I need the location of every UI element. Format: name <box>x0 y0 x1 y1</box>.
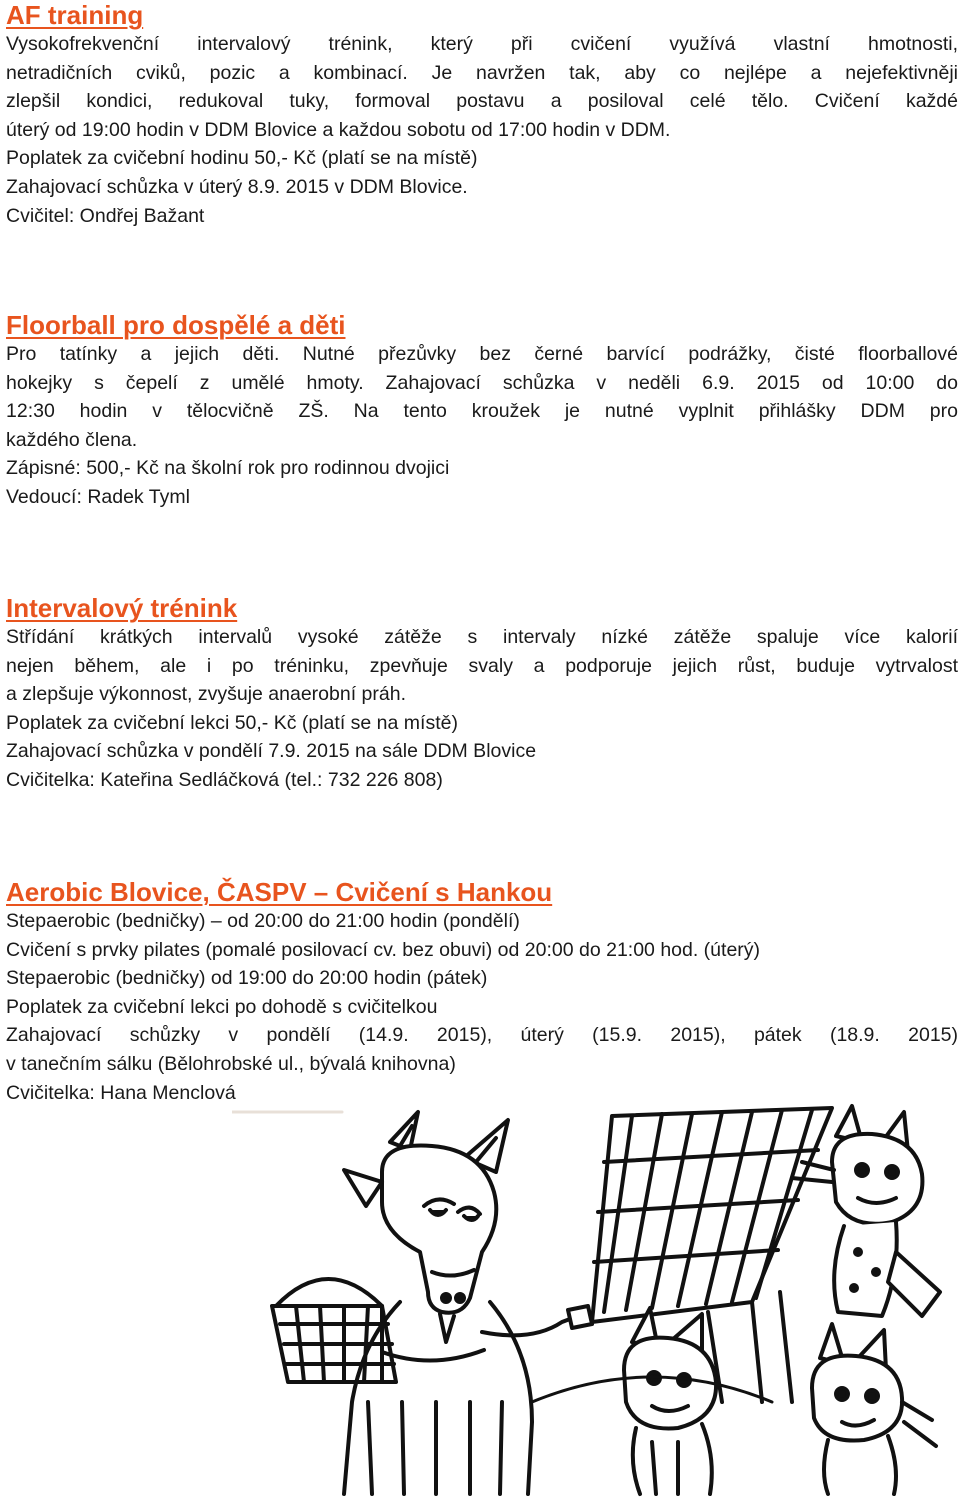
section-title: Aerobic Blovice, ČASPV – Cvičení s Hankou <box>6 877 553 907</box>
paragraph-line: úterý od 19:00 hodin v DDM Blovice a každou sobotu od 17:00 hodin v DDM. <box>6 118 671 141</box>
paragraph-line: 12:30 hodin v tělocvičně ZŠ. Na tento kroužek je nutné vyplnit přihlášky DDM pro <box>6 400 958 423</box>
paragraph-line: Poplatek za cvičební lekci 50,- Kč (platí se na místě) <box>6 711 458 734</box>
section-af-training <box>6 0 958 230</box>
section-title: Floorball pro dospělé a děti <box>6 310 346 340</box>
paragraph-line: Poplatek za cvičební lekci po dohodě s cvičitelkou <box>6 995 438 1018</box>
paragraph-line: Cvičitelka: Hana Menclová <box>6 1081 236 1104</box>
paragraph-line: každého člena. <box>6 428 138 451</box>
section-floorball <box>6 310 958 512</box>
paragraph-line: Zahajovací schůzka v pondělí 7.9. 2015 na sále DDM Blovice <box>6 740 537 763</box>
paragraph-line: Zápisné: 500,- Kč na školní rok pro rodinnou dvojici <box>6 457 450 480</box>
paragraph-line: Poplatek za cvičební hodinu 50,- Kč (platí se na místě) <box>6 147 478 170</box>
paragraph-line: v tanečním sálku (Bělohrobské ul., bývalá knihovna) <box>6 1052 456 1075</box>
paragraph-line: Pro tatínky a jejich děti. Nutné přezůvky bez černé barvící podrážky, čisté floorballové <box>6 343 958 365</box>
paragraph-line: Vedoucí: Radek Tyml <box>6 485 190 508</box>
section-aerobic <box>6 877 958 1107</box>
paragraph-line: nejen během, ale i po tréninku, zpevňuje svaly a podporuje jejich růst, buduje vytrvalost <box>6 654 958 677</box>
section-interval-training <box>6 593 958 795</box>
paragraph-line: Zahajovací schůzka v úterý 8.9. 2015 v DDM Blovice. <box>6 175 468 198</box>
small-goat-bottom-drawing <box>624 1308 716 1494</box>
paragraph-line: zlepšil kondici, redukoval tuky, formoval postavu a posiloval celé tělo. Cvičení každé <box>6 90 958 113</box>
paragraph-line: hokejky s čepelí z umělé hmoty. Zahajovací schůzka v neděli 6.9. 2015 od 10:00 do <box>6 371 958 394</box>
paragraph-line: Střídání krátkých intervalů vysoké zátěže s intervaly nízké zátěže spaluje více kalorií <box>6 626 958 648</box>
section-title: Intervalový trénink <box>6 593 238 623</box>
paragraph-line: Cvičitelka: Kateřina Sedláčková (tel.: 732 226 808) <box>6 768 443 791</box>
section-title: AF training <box>6 0 144 30</box>
small-goat-right-drawing <box>812 1324 936 1494</box>
paragraph-line: Stepaerobic (bedničky) – od 20:00 do 21:00 hodin (pondělí) <box>6 910 520 932</box>
paragraph-line: a zlepšuje výkonnost, zvyšuje anaerobní práh. <box>6 683 406 706</box>
paragraph-line: Stepaerobic (bedničky) od 19:00 do 20:00 hodin (pátek) <box>6 967 488 990</box>
paragraph-line: netradičních cviků, pozic a kombinací. Je navržen tak, aby co nejlépe a nejefektivněji <box>6 61 958 84</box>
paragraph-line: Cvičení s prvky pilates (pomalé posilovací cv. bez obuvi) od 20:00 do 21:00 hod. (úterý) <box>6 938 761 961</box>
paragraph-line: Cvičitel: Ondřej Bažant <box>6 204 205 227</box>
cartoon-goats-illustration <box>232 1102 960 1498</box>
paragraph-line: Vysokofrekvenční intervalový trénink, který při cvičení využívá vlastní hmotnosti, <box>6 33 958 55</box>
paragraph-line: Zahajovací schůzky v pondělí (14.9. 2015), úterý (15.9. 2015), pátek (18.9. 2015) <box>6 1024 958 1047</box>
